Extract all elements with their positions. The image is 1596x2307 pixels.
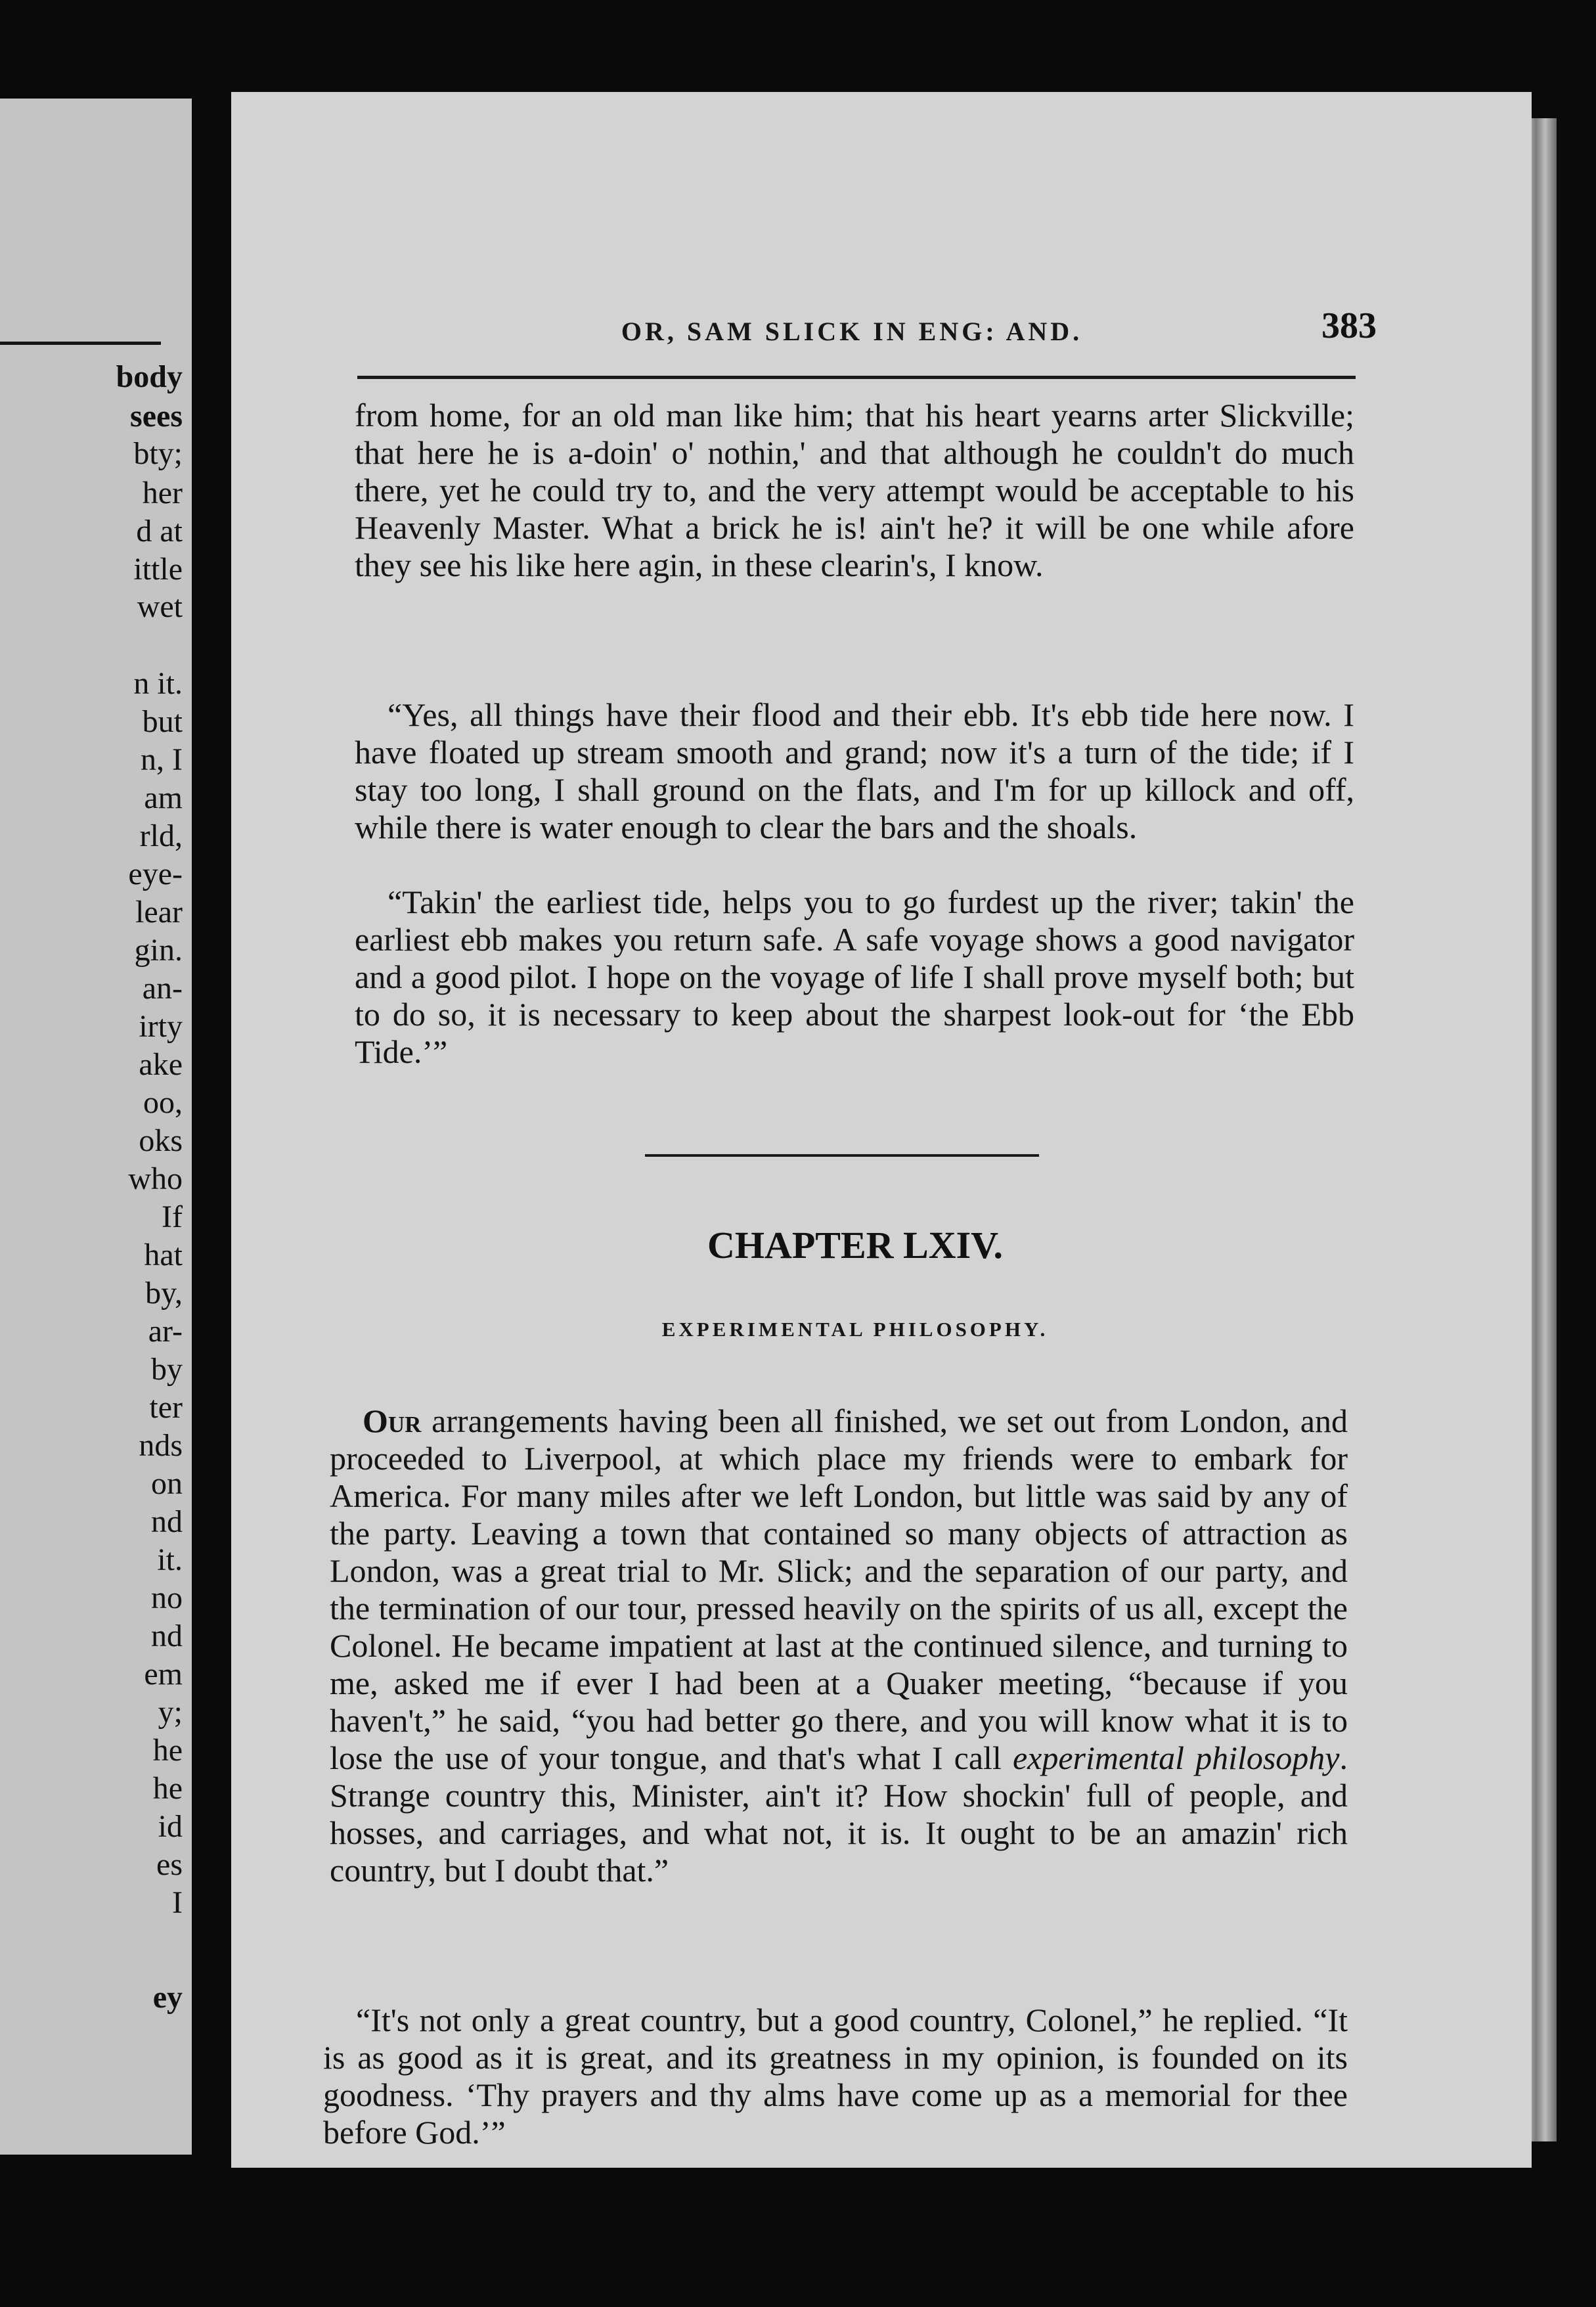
facing-page-word: he bbox=[152, 1771, 183, 1806]
drop-word: Our bbox=[363, 1402, 422, 1439]
facing-page-word: ittle bbox=[133, 552, 183, 587]
paragraph-text: arrangements having been all finished, we set out from London, and proceeded to Liverpool, at which place my friends were to embark for America. For many miles after we left London, but little was said by any of the party. Leaving a town that contained so many objects of attraction as London, was a great trial to Mr. Slick; and the separation of our party, and the termination of our tour, pressed heavily on the spirits of us all, except the Colonel. He became impatient at last at the continued silence, and turning to me, asked me if ever I had been at a Quaker meeting, “because if you haven't,” he said, “you had better go there, and you will know what it is to lose the use of your tongue, and that's what I call bbox=[330, 1402, 1348, 1776]
paragraph: from home, for an old man like him; that his heart yearns arter Slickville; that here he is a-doin' o' nothin,' and that although he couldn't do much there, yet he could try to, and the very attempt would be acceptable to his Heavenly Master. What a brick he is! ain't he? it will be one while afore they see his like here agin, in these clearin's, I know. bbox=[355, 397, 1354, 583]
facing-page-word: nds bbox=[139, 1428, 183, 1463]
facing-page-word: nd bbox=[151, 1619, 183, 1653]
facing-page-word: body bbox=[116, 359, 183, 394]
facing-page-word: ey bbox=[152, 1980, 183, 2015]
facing-page-word: oks bbox=[139, 1123, 183, 1158]
facing-page-word: am bbox=[144, 780, 183, 815]
facing-page-fragment bbox=[0, 99, 192, 2155]
running-header: OR, SAM SLICK IN ENG: AND. bbox=[621, 317, 1083, 346]
facing-page-word: on bbox=[151, 1466, 183, 1501]
facing-page-word: it. bbox=[157, 1542, 183, 1577]
facing-page-rule bbox=[0, 342, 161, 345]
facing-page-word: nd bbox=[151, 1504, 183, 1539]
facing-page-word: n, I bbox=[141, 742, 183, 777]
facing-page-word: If bbox=[162, 1199, 183, 1234]
facing-page-word: id bbox=[158, 1809, 183, 1844]
facing-page-word: her bbox=[142, 476, 183, 510]
book-gutter bbox=[192, 92, 231, 2168]
facing-page-word: ar- bbox=[148, 1314, 183, 1349]
facing-page-word: he bbox=[152, 1733, 183, 1768]
paragraph: “It's not only a great country, but a good country, Colonel,” he replied. “It is as good as it is great, and its greatness in my opinion, is founded on its goodness. ‘Thy prayers and thy alms have come up as a memorial for thee before God.’” bbox=[323, 2002, 1348, 2151]
facing-page-word: irty bbox=[139, 1009, 183, 1044]
facing-page-word: gin. bbox=[134, 933, 183, 968]
page-number: 383 bbox=[1321, 305, 1377, 346]
facing-page-word: oo, bbox=[143, 1085, 183, 1120]
book-page bbox=[231, 92, 1532, 2168]
facing-page-word: but bbox=[142, 704, 183, 739]
facing-page-word: an- bbox=[142, 971, 183, 1006]
facing-page-word: d at bbox=[136, 514, 183, 549]
facing-page-word: ake bbox=[139, 1047, 183, 1082]
facing-page-word: y; bbox=[158, 1695, 183, 1730]
facing-page-word: by, bbox=[145, 1276, 183, 1310]
paragraph-text: . Strange country this, Minister, ain't it? How shockin' full of people, and hosses, and carriages, and what not, it is. It ought to be an amazin' rich country, but I doubt that.” bbox=[330, 1739, 1348, 1889]
chapter-subtitle: EXPERIMENTAL PHILOSOPHY. bbox=[661, 1318, 1049, 1341]
facing-page-word: eye- bbox=[128, 857, 183, 891]
chapter-title: CHAPTER LXIV. bbox=[707, 1224, 1004, 1266]
facing-page-word: lear bbox=[135, 895, 183, 930]
facing-page-word: rld, bbox=[139, 818, 183, 853]
facing-page-word: by bbox=[151, 1352, 183, 1387]
italic-phrase: experimental philosophy bbox=[1012, 1739, 1340, 1776]
facing-page-word: I bbox=[172, 1885, 183, 1920]
facing-page-word: no bbox=[151, 1580, 183, 1615]
section-divider bbox=[645, 1154, 1039, 1157]
facing-page-word: bty; bbox=[133, 436, 183, 471]
facing-page-word: em bbox=[144, 1657, 183, 1691]
facing-page-word: es bbox=[156, 1847, 183, 1882]
facing-page-word: ter bbox=[149, 1390, 183, 1425]
paragraph: “Yes, all things have their flood and their ebb. It's ebb tide here now. I have floated up stream smooth and grand; now it's a turn of the tide; if I stay too long, I shall ground on the flats, and I'm for up killock and off, while there is water enough to clear the bars and the shoals. bbox=[355, 696, 1354, 845]
chapter-opening-paragraph bbox=[330, 1402, 1348, 2002]
paragraph: “Takin' the earliest tide, helps you to go furdest up the river; takin' the earliest ebb makes you return safe. A safe voyage shows a good navigator and a good pilot. I hope on the voyage of life I shall prove myself both; but to do so, it is necessary to keep about the sharpest look-out for ‘the Ebb Tide.’” bbox=[355, 884, 1354, 1070]
facing-page-word: n it. bbox=[133, 666, 183, 701]
facing-page-word: who bbox=[128, 1161, 183, 1196]
facing-page-word: hat bbox=[144, 1238, 183, 1272]
facing-page-word: wet bbox=[137, 589, 183, 624]
facing-page-word: sees bbox=[130, 399, 183, 434]
header-rule bbox=[357, 376, 1356, 379]
